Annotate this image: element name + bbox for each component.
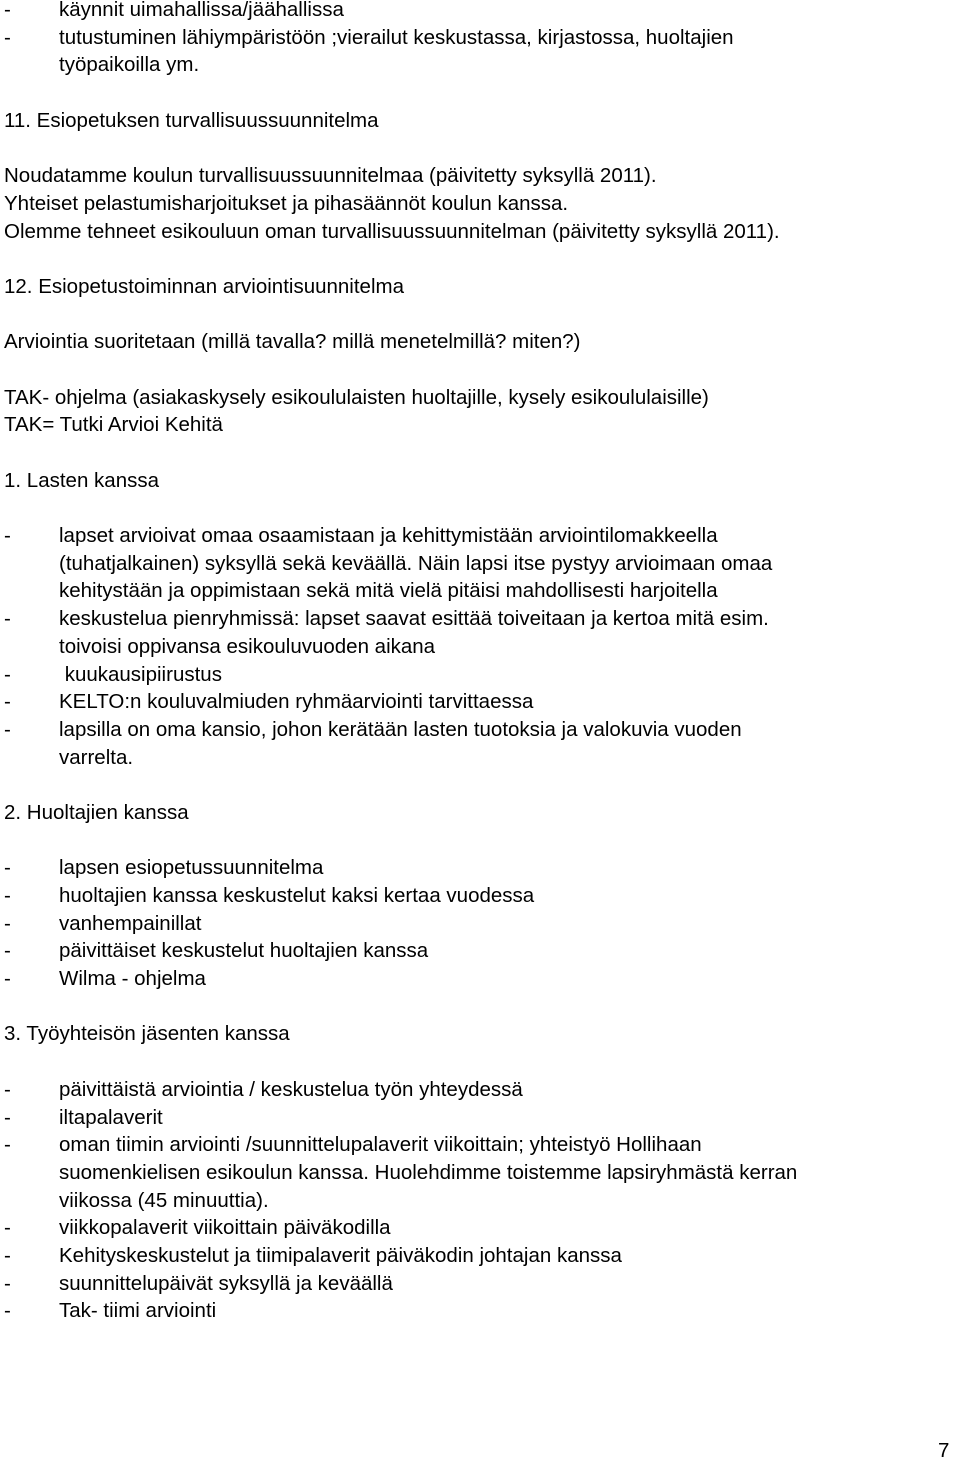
list-item-continuation: (tuhatjalkainen) syksyllä sekä keväällä. Näin lapsi itse pystyy arvioimaan omaa <box>59 551 773 575</box>
list-item: - Tak- tiimi arviointi <box>4 1299 217 1323</box>
paragraph-line: TAK= Tutki Arvioi Kehitä <box>4 413 223 437</box>
list-item: - lapset arvioivat omaa osaamistaan ja kehittymistään arviointilomakkeella <box>4 524 718 548</box>
subsection-heading-2: 2. Huoltajien kanssa <box>4 800 189 824</box>
list-item: - lapsilla on oma kansio, johon kerätään lasten tuotoksia ja valokuvia vuoden <box>4 717 742 741</box>
list-item: - KELTO:n kouluvalmiuden ryhmäarviointi tarvittaessa <box>4 690 534 714</box>
list-item: - päivittäistä arviointia / keskustelua työn yhteydessä <box>4 1077 523 1101</box>
list-item-continuation: suomenkielisen esikoulun kanssa. Huolehdimme toistemme lapsiryhmästä kerran <box>59 1160 798 1184</box>
list-item-continuation: varrelta. <box>59 745 134 769</box>
list-item: - Kehityskeskustelut ja tiimipalaverit päiväkodin johtajan kanssa <box>4 1243 622 1267</box>
subsection-heading-1: 1. Lasten kanssa <box>4 468 159 492</box>
list-item-continuation: viikossa (45 minuuttia). <box>59 1188 269 1212</box>
list-item: - oman tiimin arviointi /suunnittelupalaverit viikoittain; yhteistyö Hollihaan <box>4 1133 702 1157</box>
list-item: - iltapalaverit <box>4 1105 163 1129</box>
paragraph-line: TAK- ohjelma (asiakaskysely esikoululaisten huoltajille, kysely esikoululaisille) <box>4 385 709 409</box>
list-item: - vanhempainillat <box>4 911 202 935</box>
list-item: - suunnittelupäivät syksyllä ja keväällä <box>4 1271 393 1295</box>
list-item-continuation: kehitystään ja oppimistaan sekä mitä vielä pitäisi mahdollisesti harjoitella <box>59 579 718 603</box>
list-item-continuation: toivoisi oppivansa esikouluvuoden aikana <box>59 634 436 658</box>
subsection-heading-3: 3. Työyhteisön jäsenten kanssa <box>4 1022 290 1046</box>
page-number: 7 <box>938 1439 950 1462</box>
list-item-continuation: työpaikoilla ym. <box>59 53 200 77</box>
list-item: - käynnit uimahallissa/jäähallissa <box>4 0 344 21</box>
section-heading-11: 11. Esiopetuksen turvallisuussuunnitelma <box>4 108 379 132</box>
list-item: - Wilma - ohjelma <box>4 967 206 991</box>
paragraph-line: Noudatamme koulun turvallisuussuunnitelmaa (päivitetty syksyllä 2011). <box>4 164 657 188</box>
list-item: - kuukausipiirustus <box>4 662 222 686</box>
list-item: - lapsen esiopetussuunnitelma <box>4 856 324 880</box>
list-item: - huoltajien kanssa keskustelut kaksi kertaa vuodessa <box>4 884 535 907</box>
list-item: - keskustelua pienryhmissä: lapset saavat esittää toiveitaan ja kertoa mitä esim. <box>4 607 769 631</box>
list-item: - päivittäiset keskustelut huoltajien kanssa <box>4 939 429 963</box>
paragraph-line: Arviointia suoritetaan (millä tavalla? millä menetelmillä? miten?) <box>4 330 581 354</box>
document-page <box>4 0 949 1325</box>
list-item: - tutustuminen lähiympäristöön ;vierailut keskustassa, kirjastossa, huoltajien <box>4 25 734 49</box>
section-heading-12: 12. Esiopetustoiminnan arviointisuunnitelma <box>4 274 404 298</box>
paragraph-line: Olemme tehneet esikouluun oman turvallisuussuunnitelman (päivitetty syksyllä 2011). <box>4 219 780 243</box>
paragraph-line: Yhteiset pelastumisharjoitukset ja pihasäännöt koulun kanssa. <box>4 191 569 215</box>
list-item: - viikkopalaverit viikoittain päiväkodilla <box>4 1216 391 1240</box>
